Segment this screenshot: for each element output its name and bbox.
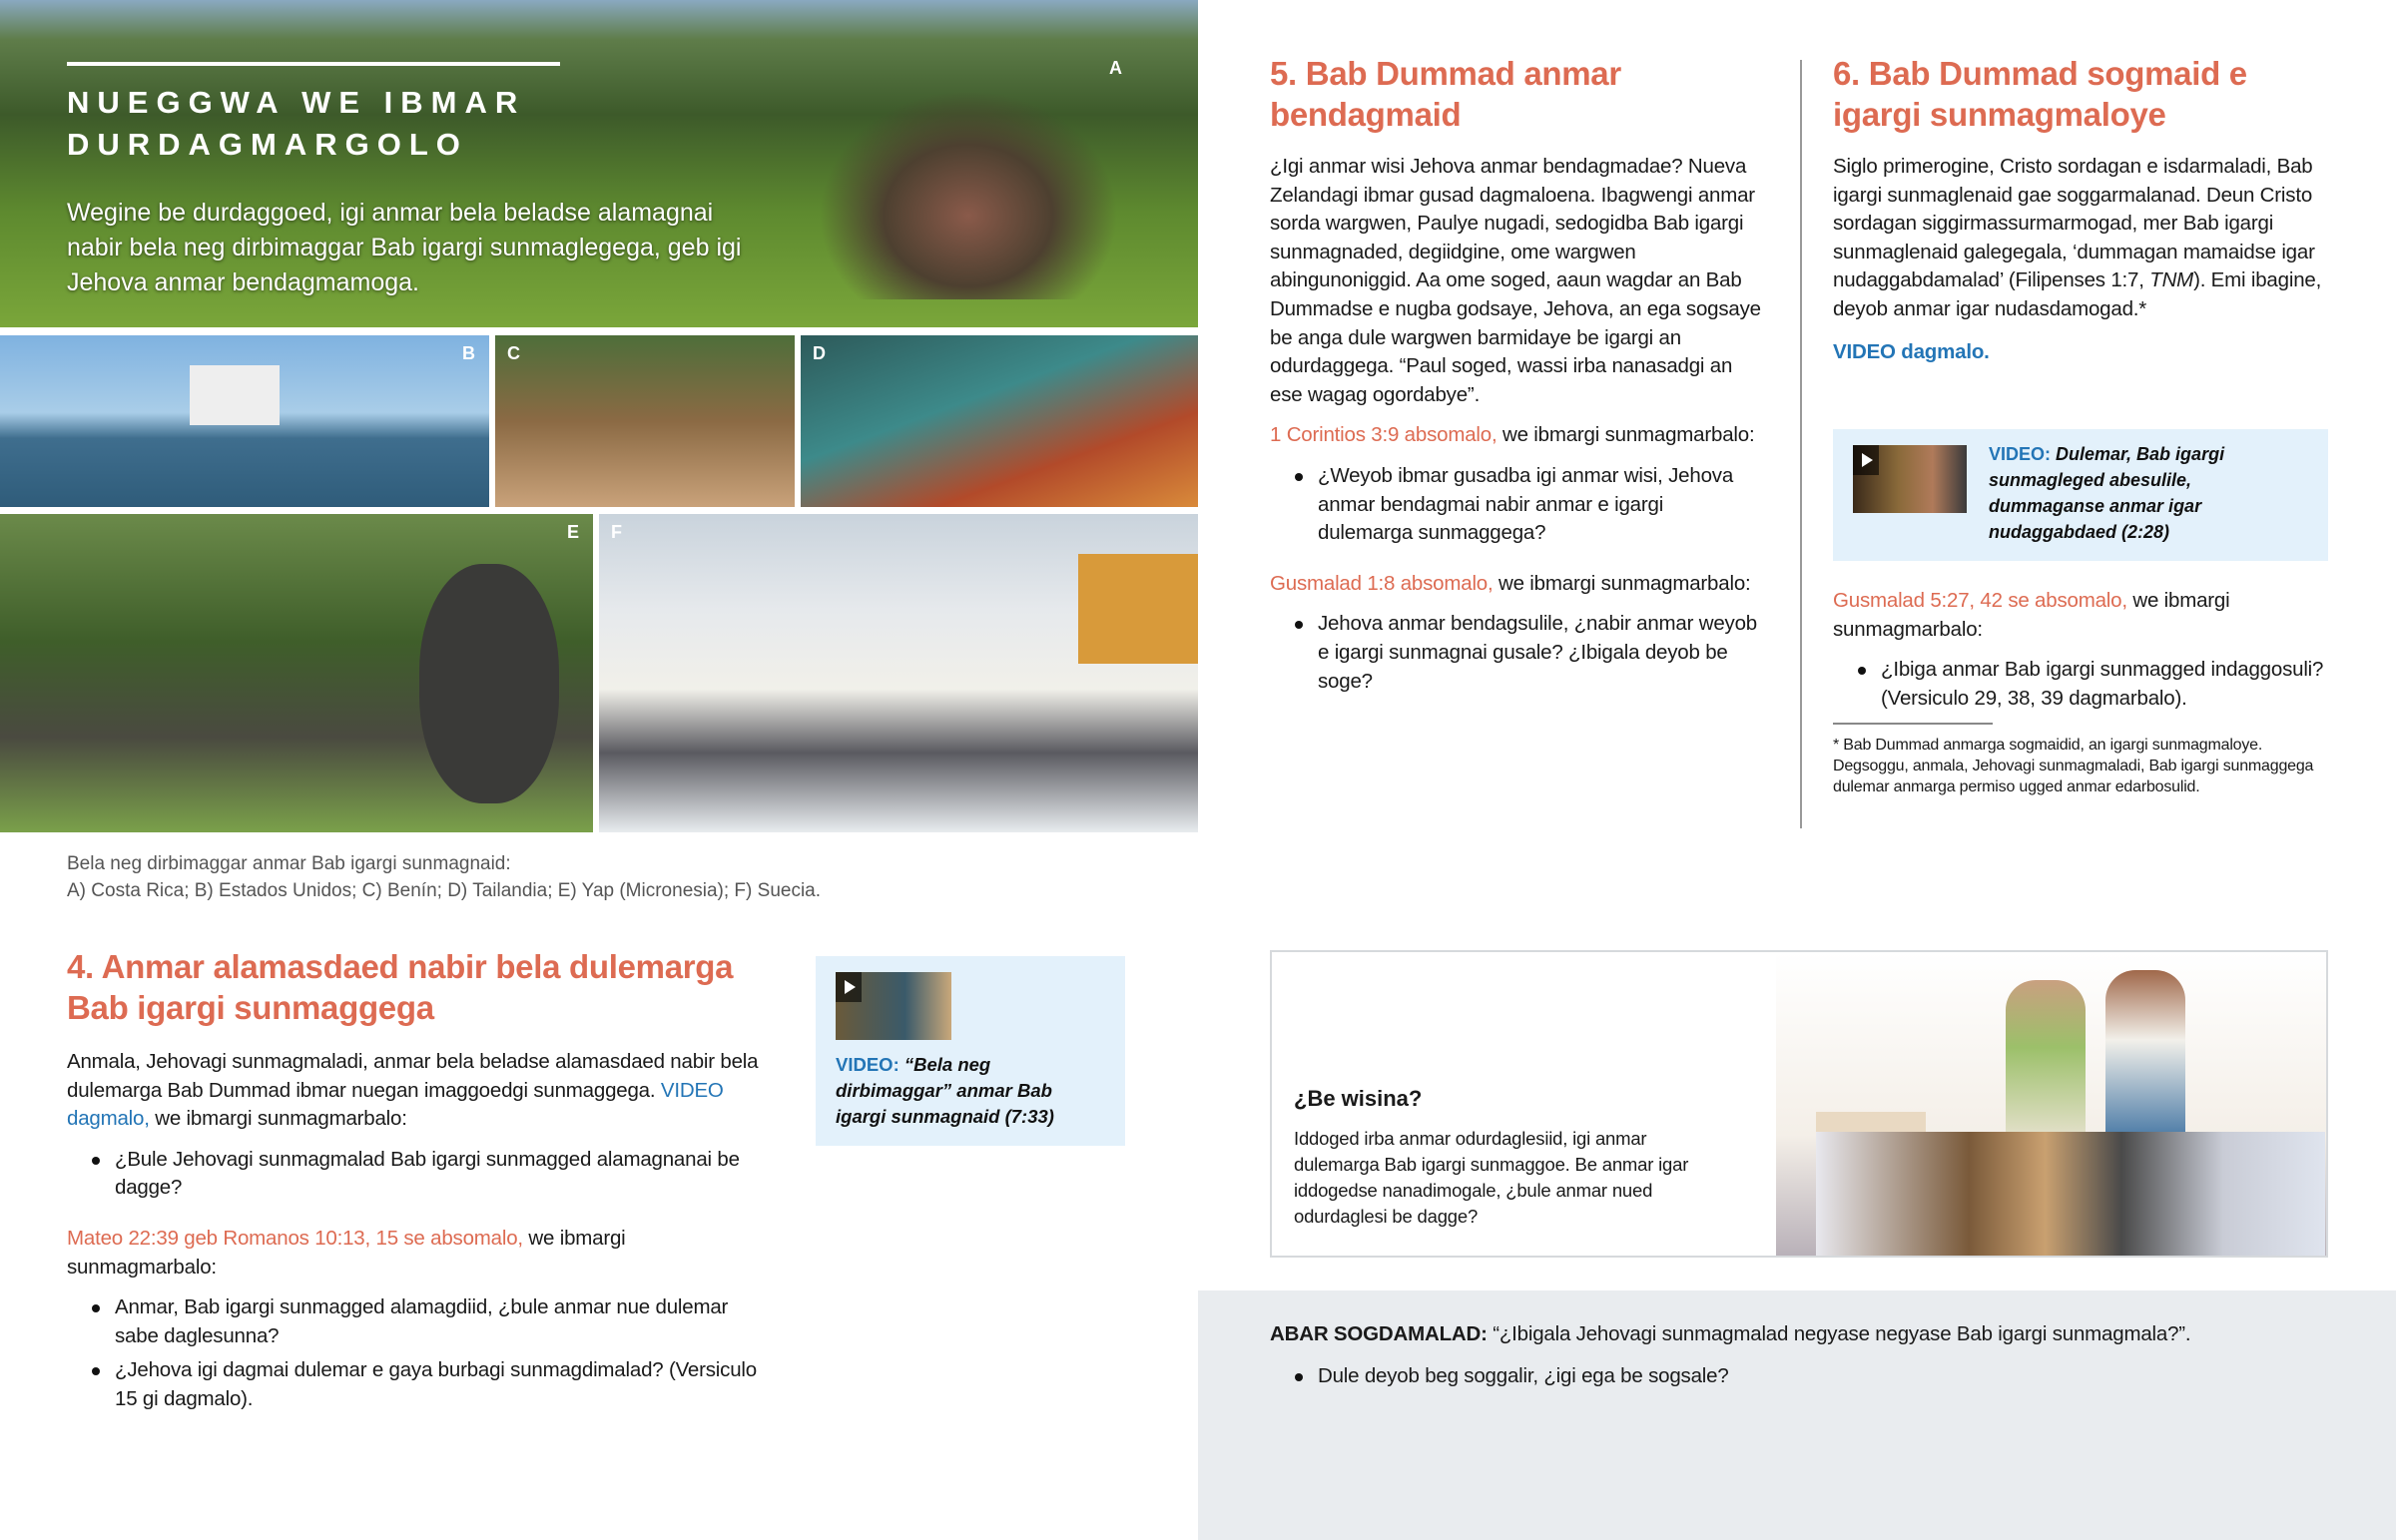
scripture-prompt [1270, 570, 1769, 599]
photo-b-estados-unidos [0, 335, 489, 507]
question-item: Jehova anmar bendagsulile, ¿nabir anmar weyob e igargi sunmagnai gusale? ¿Ibigala deyob be soge? [1270, 610, 1769, 696]
photo-label: C [507, 343, 520, 363]
photo-d-tailandia [801, 335, 1198, 507]
scripture-ref[interactable]: Gusmalad 5:27, 42 se absomalo, [1833, 589, 2127, 612]
scripture-prompt [1270, 421, 1769, 450]
photo-label: A [1109, 58, 1122, 78]
question-item: ¿Ibiga anmar Bab igargi sunmagged indaggosuli? (Versiculo 29, 38, 39 dagmarbalo). [1833, 656, 2332, 713]
photo-f-suecia [599, 514, 1198, 832]
photo-c-benin [495, 335, 795, 507]
question-item: ¿Jehova igi dagmai dulemar e gaya burbagi sunmagdimalad? (Versiculo 15 gi dagmalo). [67, 1356, 766, 1413]
body-text: Siglo primerogine, Cristo sordagan e isdarmaladi, Bab igargi sunmaglenaid gae soggarmalanad. Deun Cristo sordagan siggirmassurmarmogad, mer Bab igargi sunmaglenaid galegegala, ‘dummagan mamaidse igar nudaggabdamalad’ (Filipenses 1:7, [1833, 155, 2315, 292]
video-title: Dulemar, Bab igargi sunmagleged abesulile, dummaganse anmar igar nudaggabdaed [1989, 444, 2225, 542]
photo-label: E [566, 522, 579, 542]
body-text: TNM [2149, 268, 2194, 292]
scripture-prompt [1833, 587, 2332, 644]
section-5 [1270, 53, 1769, 696]
video-link[interactable]: VIDEO dagmalo. [1833, 339, 1990, 363]
summary-item: Dule deyob beg soggalir, ¿igi ega be sogsale? [1270, 1362, 2268, 1391]
be-wisina-body: Iddoged irba anmar odurdaglesiid, igi anmar dulemarga Bab igargi sunmaggoe. Be anmar igar iddogedse nanadimogale, ¿bule anmar nued odurdaglesi be dagge? [1294, 1128, 1689, 1227]
summary-question [1270, 1320, 2378, 1349]
video-link[interactable]: VIDEO dagmalo, [67, 1078, 724, 1131]
section-6-questions [1833, 587, 2332, 797]
video-box-dulemar[interactable] [1833, 429, 2328, 561]
video-title: “Bela neg dirbimaggar” anmar Bab igargi sunmagnaid [836, 1054, 1052, 1127]
question-item: ¿Weyob ibmar gusadba igi anmar wisi, Jehova anmar bendagmai nabir anmar e igargi dulemarga sunmaggega? [1270, 462, 1739, 548]
photo-label: D [813, 343, 826, 363]
body-text: we ibmargi sunmagmarbalo: [149, 1107, 407, 1131]
section-5-heading: 5. Bab Dummad anmar bendagmaid [1270, 55, 1621, 133]
video-thumbnail[interactable] [836, 972, 951, 1040]
scripture-ref[interactable]: 1 Corintios 3:9 absomalo, [1270, 423, 1498, 447]
summary-label: ABAR SOGDAMALAD: [1270, 1322, 1488, 1345]
play-icon [836, 972, 862, 1002]
video-box-bela-neg[interactable] [816, 956, 1125, 1146]
play-icon [1853, 445, 1879, 475]
caption-line: A) Costa Rica; B) Estados Unidos; C) Benín; D) Tailandia; E) Yap (Micronesia); F) Suecia. [67, 880, 822, 901]
banner-title-line2: DURDAGMARGOLO [67, 127, 468, 162]
section-6 [1833, 53, 2332, 366]
scripture-ref[interactable]: Gusmalad 1:8 absomalo, [1270, 571, 1494, 595]
body-text: we ibmargi sunmagmarbalo: [1833, 589, 2230, 641]
video-duration: (7:33) [999, 1106, 1054, 1127]
be-wisina-heading: ¿Be wisina? [1294, 1086, 1423, 1111]
body-text: we ibmargi sunmagmarbalo: [1497, 423, 1755, 447]
section-6-heading: 6. Bab Dummad sogmaid e igargi sunmagmaloye [1833, 55, 2247, 133]
caption-line: Bela neg dirbimaggar anmar Bab igargi sunmagnaid: [67, 853, 511, 874]
photo-a-costa-rica [0, 0, 1198, 327]
footnote: * Bab Dummad anmarga sogmaidid, an igargi sunmagmaloye. Degsoggu, anmala, Jehovagi sunmagmaladi, Bab igargi sunmaggega dulemar anmarga permiso ugged anmar edarbosulid. [1833, 737, 2314, 796]
footnote-rule [1833, 723, 1993, 725]
photo-label: F [611, 522, 622, 542]
meeting-illustration [1776, 952, 2328, 1258]
question-item: ¿Bule Jehovagi sunmagmalad Bab igargi sunmagged alamagnanai be dagge? [67, 1146, 786, 1203]
photo-caption [67, 850, 821, 904]
column-divider [1800, 60, 1802, 828]
banner-title-line1: NUEGGWA WE IBMAR [67, 85, 526, 120]
video-label: VIDEO: [1989, 444, 2052, 464]
section-4-body [67, 1048, 776, 1134]
summary-panel [1198, 1290, 2396, 1540]
video-duration: (2:28) [2116, 522, 2170, 542]
banner-subtitle: Wegine be durdaggoed, igi anmar bela beladse alamagnai nabir bela neg dirbimaggar Bab igargi sunmaglegega, geb igi Jehova anmar bendagmamoga. [67, 199, 742, 296]
body-text: Anmala, Jehovagi sunmagmaladi, anmar bela beladse alamasdaed nabir bela dulemarga Bab Dummad ibmar nuegan imaggoedgi sunmaggega. [67, 1050, 759, 1102]
scripture-ref[interactable]: Mateo 22:39 geb Romanos 10:13, 15 se absomalo, [67, 1226, 523, 1250]
be-wisina-box [1270, 950, 2328, 1258]
body-text: ). Emi ibagine, deyob anmar igar nudasdamogad.* [1833, 268, 2322, 320]
section-4-heading: 4. Anmar alamasdaed nabir bela dulemarga Bab igargi sunmaggega [67, 948, 734, 1026]
summary-text: “¿Ibigala Jehovagi sunmagmalad negyase negyase Bab igargi sunmagmala?”. [1487, 1322, 2191, 1345]
section-5-body: ¿Igi anmar wisi Jehova anmar bendagmadae? Nueva Zelandagi ibmar gusad dagmaloena. Ibagwengi anmar sorda wargwen, Paulye nugadi, sedogidba Bab igargi sunmagnaded, degiidgine, ome wargwen abingunoniggid. Aa ome soged, aaun wagdar an Bab Dummadse e nugba godsaye, Jehova, an ega sogsaye be anga dule wargwen barmidaye be igargi an odurdaggega. “Paul soged, wassi irba nanasadgi an ese wagag ogordabye”. [1270, 155, 1761, 406]
video-label: VIDEO: [836, 1054, 899, 1075]
video-thumbnail[interactable] [1853, 445, 1967, 513]
section-4 [67, 946, 786, 1414]
section-6-body [1833, 153, 2332, 324]
photo-e-yap [0, 514, 593, 832]
banner-rule [67, 62, 560, 66]
scripture-prompt [67, 1225, 746, 1282]
photo-label: B [462, 343, 475, 363]
question-item: Anmar, Bab igargi sunmagged alamagdiid, ¿bule anmar nue dulemar sabe daglesunna? [67, 1293, 766, 1350]
body-text: we ibmargi sunmagmarbalo: [1493, 571, 1751, 595]
body-text: we ibmargi sunmagmarbalo: [67, 1226, 626, 1279]
